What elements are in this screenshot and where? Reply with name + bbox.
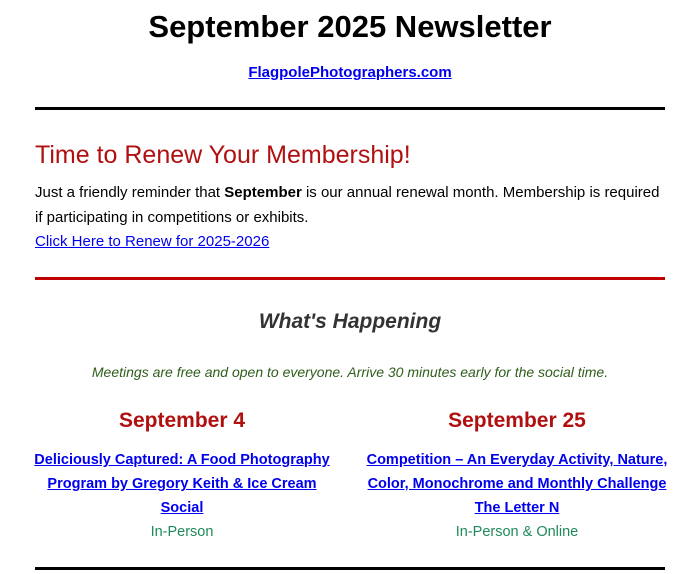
renewal-text-bold: September bbox=[224, 184, 302, 201]
meetings-note: Meetings are free and open to everyone. Arrive 30 minutes early for the social time. bbox=[91, 364, 609, 380]
event-date: September 4 bbox=[118, 409, 246, 432]
renewal-text-before: Just a friendly reminder that bbox=[35, 184, 225, 201]
renewal-text-after: is our annual renewal month. Membership is required if participating in competitions or exhibits. bbox=[35, 184, 660, 226]
divider-top bbox=[35, 107, 665, 110]
event-title-link[interactable]: Deliciously Captured: A Food Photography Program by Gregory Keith & Ice Cream Social bbox=[34, 452, 330, 516]
site-link-container bbox=[0, 63, 700, 83]
event-column-2 bbox=[362, 406, 672, 544]
renewal-paragraph bbox=[35, 180, 665, 230]
event-mode: In-Person & Online bbox=[455, 524, 579, 540]
site-link[interactable]: FlagpolePhotographers.com bbox=[248, 64, 452, 81]
event-column-1 bbox=[27, 406, 337, 544]
renew-link[interactable]: Click Here to Renew for 2025-2026 bbox=[35, 233, 270, 250]
event-mode: In-Person bbox=[150, 524, 214, 540]
page-title: September 2025 Newsletter bbox=[148, 9, 552, 44]
divider-bottom bbox=[35, 567, 665, 570]
renewal-heading: Time to Renew Your Membership! bbox=[35, 141, 411, 169]
event-date: September 25 bbox=[448, 409, 586, 432]
event-title-link[interactable]: Competition – An Everyday Activity, Nature, Color, Monochrome and Monthly Challenge The Letter N bbox=[366, 452, 668, 516]
whats-happening-heading: What's Happening bbox=[258, 310, 442, 333]
divider-red bbox=[35, 277, 665, 280]
renewal-link-container bbox=[35, 230, 269, 254]
